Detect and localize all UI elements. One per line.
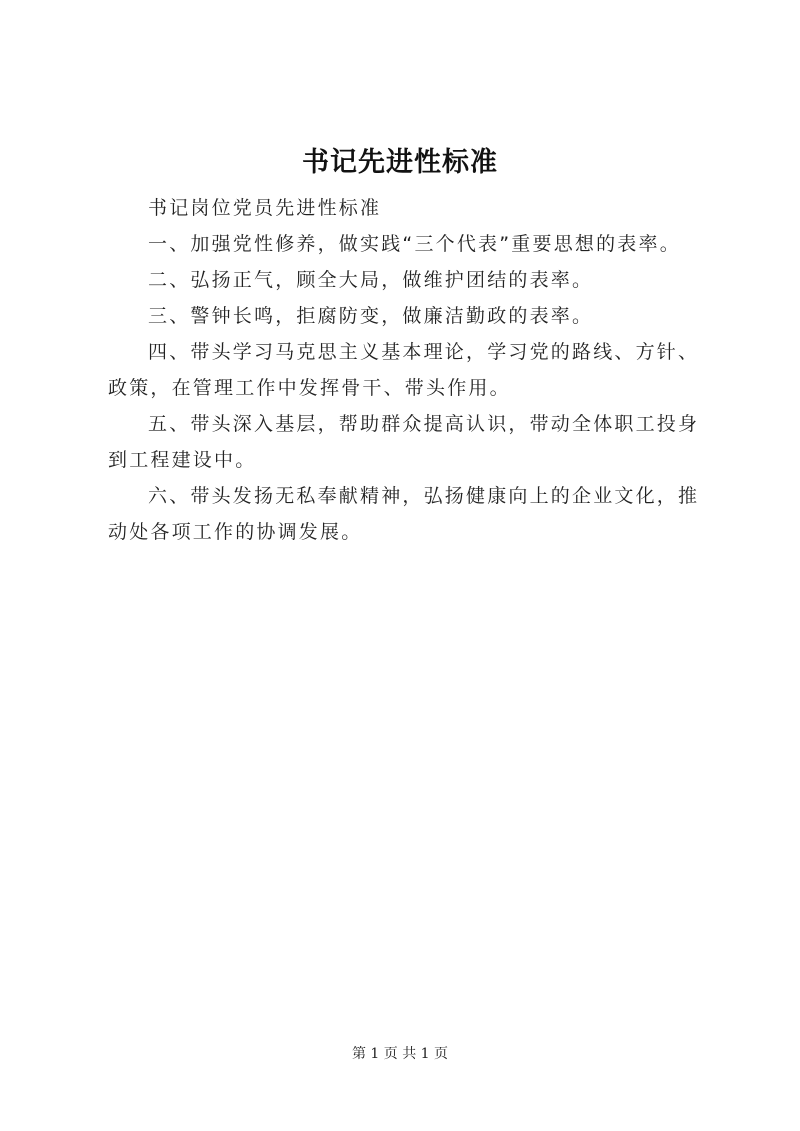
paragraph-item-3: 三、警钟长鸣，拒腐防变，做廉洁勤政的表率。 <box>148 305 594 327</box>
paragraph-subtitle: 书记岗位党员先进性标准 <box>148 197 382 219</box>
paragraph-item-1: 一、加强党性修养，做实践“三个代表”重要思想的表率。 <box>148 233 681 255</box>
document-body <box>108 190 714 550</box>
document-title: 书记先进性标准 <box>302 147 498 178</box>
page-number-footer: 第 1 页 共 1 页 <box>351 1046 449 1062</box>
paragraph-item-4: 四、带头学习马克思主义基本理论，学习党的路线、方针、政策，在管理工作中发挥骨干、带头作用。 <box>108 341 700 399</box>
paragraph-item-6: 六、带头发扬无私奉献精神，弘扬健康向上的企业文化，推动处各项工作的协调发展。 <box>108 485 700 543</box>
paragraph-item-5: 五、带头深入基层，帮助群众提高认识，带动全体职工投身到工程建设中。 <box>108 413 700 471</box>
paragraph-item-2: 二、弘扬正气，顾全大局，做维护团结的表率。 <box>148 269 594 291</box>
